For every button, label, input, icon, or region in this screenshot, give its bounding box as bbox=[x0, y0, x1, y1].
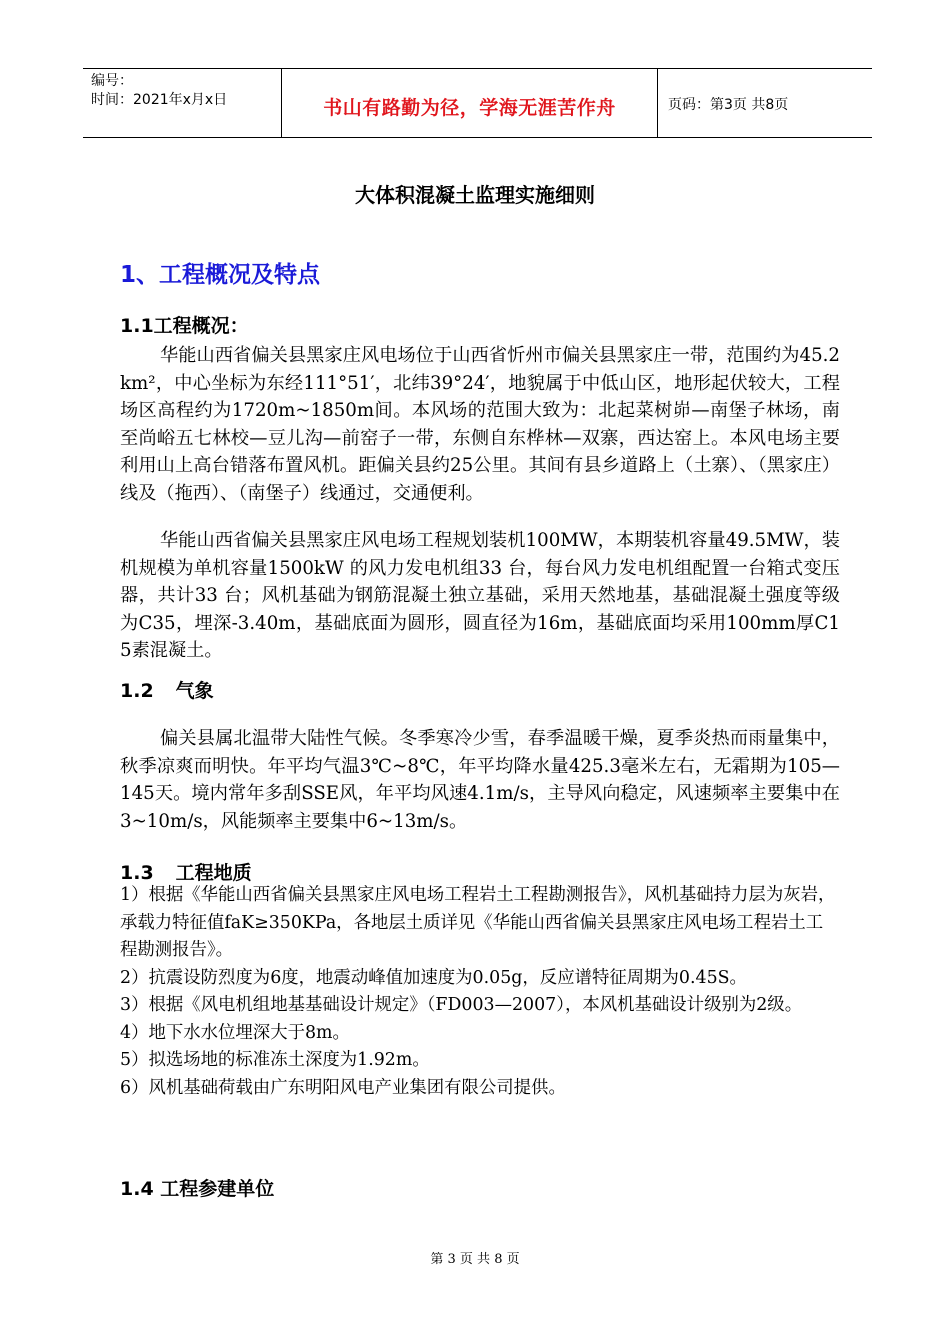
header-motto: 书山有路勤为径，学海无涯苦作舟 bbox=[323, 97, 616, 119]
section-1-heading: 1、工程概况及特点 bbox=[120, 262, 321, 288]
header-motto-cell bbox=[282, 69, 658, 137]
section-1-2-title: 气象 bbox=[175, 680, 214, 702]
header-page-info: 页码：第3页 共8页 bbox=[668, 97, 789, 113]
document-title: 大体积混凝土监理实施细则 bbox=[355, 183, 595, 207]
section-1-2-heading bbox=[120, 676, 214, 703]
header-number-label: 编号： bbox=[91, 73, 133, 89]
section-1-3-heading bbox=[120, 858, 252, 885]
section-1-3-title: 工程地质 bbox=[175, 862, 252, 884]
header-page-cell bbox=[658, 69, 872, 137]
list-item: 4）地下水水位埋深大于8m。 bbox=[120, 1022, 350, 1043]
section-1-3-number: 1.3 bbox=[120, 862, 154, 884]
page-footer: 第 3 页 共 8 页 bbox=[430, 1252, 520, 1267]
section-1-4-heading: 1.4 工程参建单位 bbox=[120, 1178, 275, 1200]
section-1-1-paragraph-2: 华能山西省偏关县黑家庄风电场工程规划装机100MW，本期装机容量49.5MW，装机规模为单机容量1500kW 的风力发电机组33 台，每台风力发电机组配置一台箱式变压器，共计33 台；风机基础为钢筋混凝土独立基础，采用天然地基，基础混凝土强度等级为C35，埋深-3.40m，基础底面为圆形，圆直径为16m，基础底面均采用100mm厚C15素混凝土。 bbox=[120, 530, 840, 661]
page-header bbox=[83, 68, 872, 138]
section-1-3-list bbox=[120, 882, 840, 1102]
section-1-1-paragraph-1: 华能山西省偏关县黑家庄风电场位于山西省忻州市偏关县黑家庄一带，范围约为45.2km²，中心坐标为东经111°51′，北纬39°24′，地貌属于中低山区，地形起伏较大，工程场区高程约为1720m~1850m间。本风场的范围大致为：北起菜树峁—南堡子林场，南至尚峪五七林校—豆儿沟—前窑子一带，东侧自东桦林—双寨，西达窑上。本风电场主要利用山上高台错落布置风机。距偏关县约25公里。其间有县乡道路上（土寨）、（黑家庄）线及（拖西）、（南堡子）线通过，交通便利。 bbox=[120, 345, 840, 504]
section-1-2-number: 1.2 bbox=[120, 680, 154, 702]
section-1-2-paragraph: 偏关县属北温带大陆性气候。冬季寒冷少雪，春季温暖干燥，夏季炎热而雨量集中，秋季凉爽而明快。年平均气温3℃~8℃，年平均降水量425.3毫米左右，无霜期为105—145天。境内常年多刮SSE风，年平均风速4.1m/s，主导风向稳定，风速频率主要集中在3~10m/s，风能频率主要集中6~13m/s。 bbox=[120, 728, 840, 832]
list-item: 3）根据《风电机组地基基础设计规定》（FD003—2007），本风机基础设计级别为2级。 bbox=[120, 995, 803, 1015]
header-time-label: 时间：2021年x月x日 bbox=[91, 92, 228, 108]
section-1-1-heading: 1.1工程概况： bbox=[120, 315, 249, 337]
list-item: 2）抗震设防烈度为6度，地震动峰值加速度为0.05g，反应谱特征周期为0.45S。 bbox=[120, 967, 747, 988]
list-item: 1）根据《华能山西省偏关县黑家庄风电场工程岩土工程勘测报告》，风机基础持力层为灰岩，承载力特征值faK≥350KPa，各地层土质详见《华能山西省偏关县黑家庄风电场工程岩土工程勘测报告》。 bbox=[120, 885, 836, 960]
list-item: 6）风机基础荷载由广东明阳风电产业集团有限公司提供。 bbox=[120, 1077, 566, 1098]
header-left-cell bbox=[83, 69, 282, 137]
list-item: 5）拟选场地的标准冻土深度为1.92m。 bbox=[120, 1050, 430, 1070]
